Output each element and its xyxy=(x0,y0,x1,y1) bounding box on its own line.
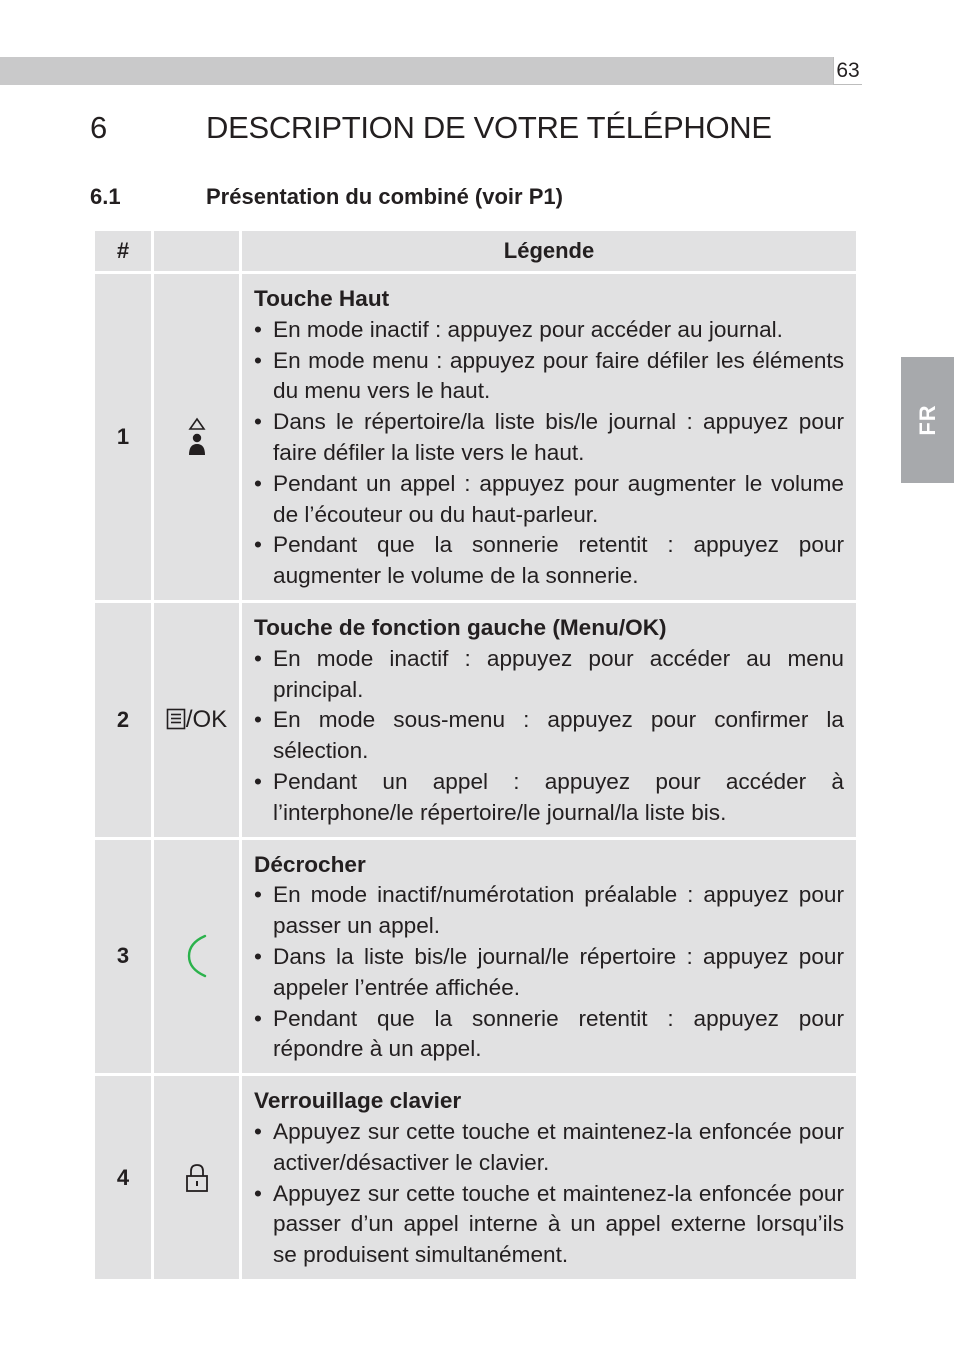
header-bar xyxy=(0,57,833,85)
legend-table xyxy=(92,228,859,1282)
bullet-list xyxy=(254,1117,844,1271)
list-item: • Pendant un appel : appuyez pour accéder à l’interphone/le répertoire/le journal/la liste bis. xyxy=(254,767,844,829)
ok-text: /OK xyxy=(185,705,228,733)
list-item: • Pendant que la sonnerie retentit : appuyez pour augmenter le volume de la sonnerie. xyxy=(254,530,844,592)
row-number: 4 xyxy=(95,1076,151,1279)
row-icon-cell xyxy=(154,274,239,600)
row-title: Touche Haut xyxy=(254,286,390,311)
table-row xyxy=(95,274,856,600)
row-description xyxy=(242,840,856,1074)
list-item: • En mode inactif/numérotation préalable : appuyez pour passer un appel. xyxy=(254,880,844,942)
row-description xyxy=(242,1076,856,1279)
list-item: • Dans le répertoire/la liste bis/le journal : appuyez pour faire défiler la liste vers le haut. xyxy=(254,407,844,469)
row-number: 1 xyxy=(95,274,151,600)
row-icon-cell xyxy=(154,1076,239,1279)
language-tab-label: FR xyxy=(914,404,940,436)
list-item: • En mode inactif : appuyez pour accéder au journal. xyxy=(254,315,844,346)
table-row xyxy=(95,1076,856,1279)
list-item: • En mode menu : appuyez pour faire défiler les éléments du menu vers le haut. xyxy=(254,346,844,408)
row-title: Touche de fonction gauche (Menu/OK) xyxy=(254,614,667,640)
menu-list-icon xyxy=(166,708,186,730)
header-icon xyxy=(154,231,239,271)
list-item: • En mode sous-menu : appuyez pour confirmer la sélection. xyxy=(254,705,844,767)
menu-ok-label xyxy=(166,706,227,733)
row-number: 2 xyxy=(95,603,151,837)
list-item: • En mode inactif : appuyez pour accéder au menu principal. xyxy=(254,644,844,706)
list-item: • Pendant un appel : appuyez pour augmenter le volume de l’écouteur ou du haut-parleur. xyxy=(254,469,844,531)
bullet-list xyxy=(254,644,844,829)
row-title: Verrouillage clavier xyxy=(254,1088,462,1114)
section-number: 6.1 xyxy=(90,184,121,209)
table-header-row xyxy=(95,231,856,271)
keypad-lock-icon xyxy=(185,1163,209,1193)
row-number: 3 xyxy=(95,840,151,1074)
bullet-list xyxy=(254,880,844,1065)
page-number: 63 xyxy=(833,57,862,85)
row-icon-cell xyxy=(154,840,239,1074)
list-item: • Pendant que la sonnerie retentit : appuyez pour répondre à un appel. xyxy=(254,1004,844,1066)
row-title: Décrocher xyxy=(254,851,366,877)
language-tab xyxy=(901,357,954,483)
list-item: • Dans la liste bis/le journal/le répertoire : appuyez pour appeler l’entrée affichée. xyxy=(254,942,844,1004)
chapter-title: DESCRIPTION DE VOTRE TÉLÉPHONE xyxy=(206,110,772,145)
header-number: # xyxy=(95,231,151,271)
header-legend: Légende xyxy=(242,231,856,271)
off-hook-icon xyxy=(185,933,209,979)
up-contact-icon xyxy=(186,417,208,457)
table-row xyxy=(95,840,856,1074)
section-title: Présentation du combiné (voir P1) xyxy=(206,184,563,209)
row-icon-cell xyxy=(154,603,239,837)
list-item: • Appuyez sur cette touche et maintenez-la enfoncée pour passer d’un appel interne à un appel externe lorsqu’ils se produisent simultanément. xyxy=(254,1179,844,1271)
list-item: • Appuyez sur cette touche et maintenez-la enfoncée pour activer/désactiver le clavier. xyxy=(254,1117,844,1179)
bullet-list xyxy=(254,315,844,592)
chapter-number: 6 xyxy=(90,110,108,145)
row-description xyxy=(242,274,856,600)
table-row xyxy=(95,603,856,837)
row-description xyxy=(242,603,856,837)
